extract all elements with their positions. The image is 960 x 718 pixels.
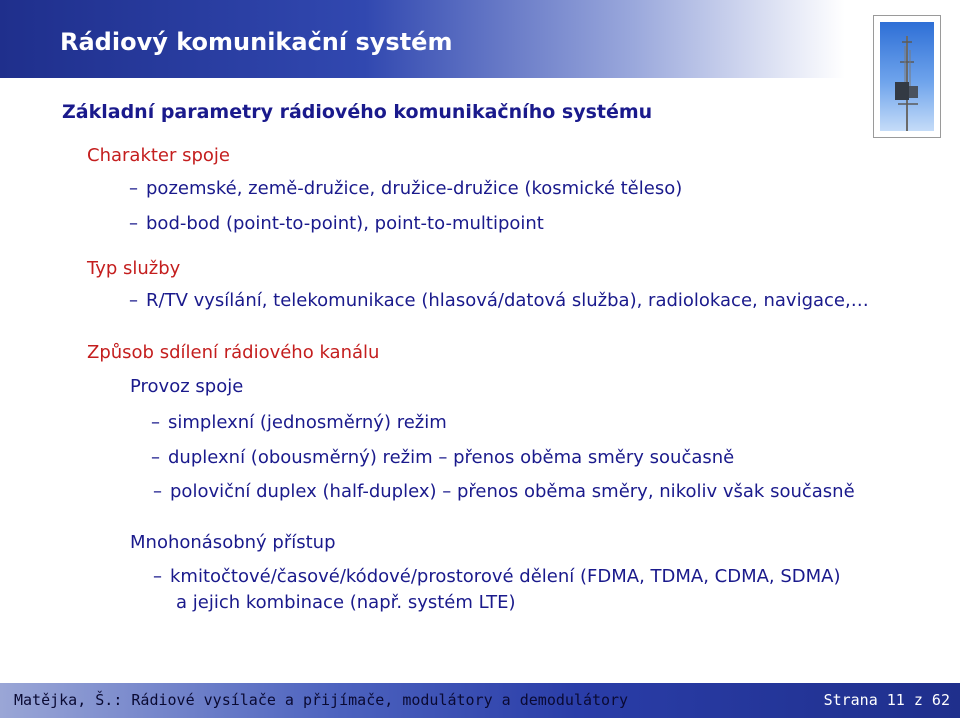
dash-icon: – bbox=[129, 290, 138, 311]
list-item: – pozemské, země-družice, družice-družice (kosmické těleso) bbox=[129, 178, 683, 199]
footer-author: Matějka, Š.: Rádiové vysílače a přijímače, modulátory a demodulátory bbox=[14, 691, 629, 709]
list-item: – poloviční duplex (half-duplex) – přenos oběma směry, nikoliv však současně bbox=[153, 481, 855, 502]
dash-icon: – bbox=[151, 447, 160, 468]
footer-bar bbox=[0, 683, 960, 718]
dash-icon: – bbox=[153, 481, 162, 502]
footer-page-number: Strana 11 z 62 bbox=[823, 691, 950, 709]
list-item: – kmitočtové/časové/kódové/prostorové dělení (FDMA, TDMA, CDMA, SDMA) bbox=[153, 566, 841, 587]
category-typ-sluzby: Typ služby bbox=[87, 258, 181, 279]
list-item: – R/TV vysílání, telekomunikace (hlasová/datová služba), radiolokace, navigace,… bbox=[129, 290, 869, 311]
dash-icon: – bbox=[153, 566, 162, 587]
list-item-continuation: a jejich kombinace (např. systém LTE) bbox=[176, 592, 516, 613]
section-subtitle: Základní parametry rádiového komunikačního systému bbox=[62, 101, 653, 123]
category-charakter-spoje: Charakter spoje bbox=[87, 145, 231, 166]
list-item: – duplexní (obousměrný) režim – přenos oběma směry současně bbox=[151, 447, 735, 468]
dash-icon: – bbox=[129, 178, 138, 199]
slide-title: Rádiový komunikační systém bbox=[60, 28, 453, 56]
dash-icon: – bbox=[151, 412, 160, 433]
subcategory-provoz-spoje: Provoz spoje bbox=[130, 376, 244, 397]
list-item: – simplexní (jednosměrný) režim bbox=[151, 412, 447, 433]
list-item: – bod-bod (point-to-point), point-to-multipoint bbox=[129, 213, 544, 234]
subcategory-mnohonasobny-pristup: Mnohonásobný přístup bbox=[130, 532, 336, 553]
dash-icon: – bbox=[129, 213, 138, 234]
category-zpusob-sdileni: Způsob sdílení rádiového kanálu bbox=[87, 342, 380, 363]
antenna-mast-photo-icon bbox=[873, 15, 941, 138]
